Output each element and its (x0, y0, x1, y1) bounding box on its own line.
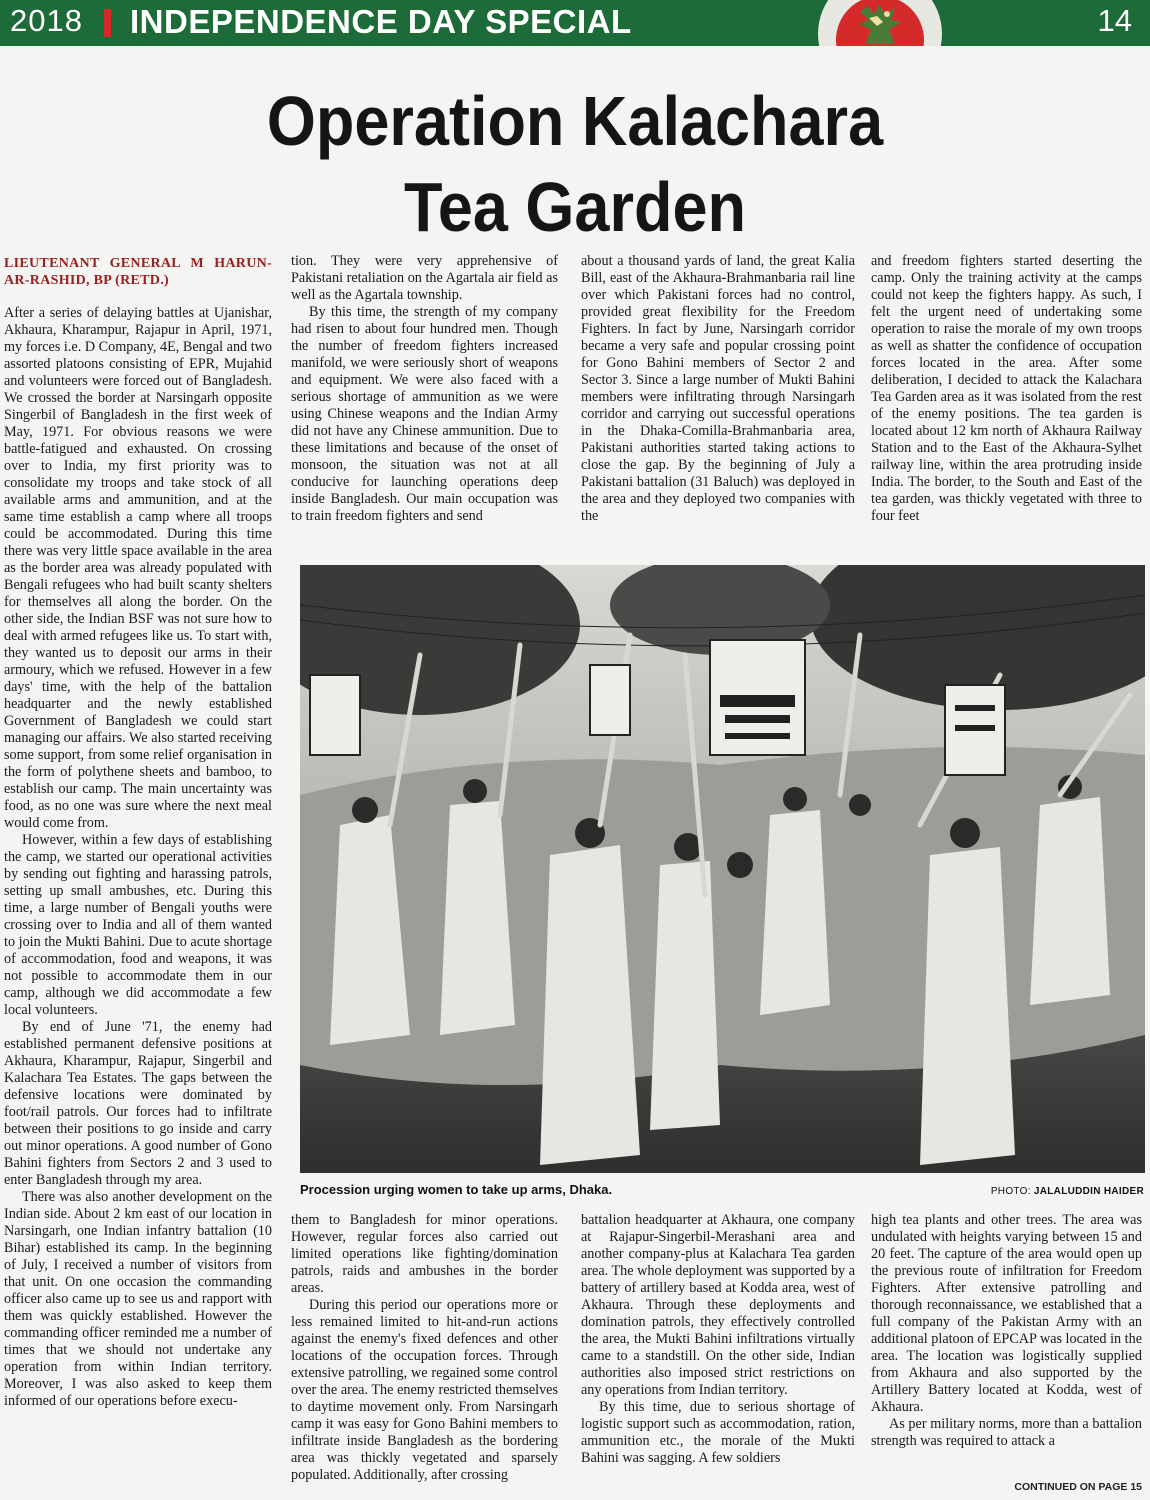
paragraph: about a thousand yards of land, the great Kalia Bill, east of the Akhaura-Brahmanbaria rail line over which Pakistani forces had no control, provided great flexibility for the Freedom Fighters. In fact by June, Narsingarh corridor became a very safe and popular crossing point for Gono Bahini members of Sector 2 and Sector 3. Since a large number of Mukti Bahini members were infiltrating through Narsingarh corridor and carrying out successful operations in the Dhaka-Comilla-Brahmanbaria area, Pakistani authorities started taking actions to close the gap. By the beginning of July a Pakistani battalion (31 Baluch) was deployed in the area and they deployed two companies with the (581, 253, 855, 524)
article-column-3-top (581, 253, 855, 525)
paragraph: As per military norms, more than a battalion strength was required to attack a (871, 1416, 1142, 1449)
photo-caption: Procession urging women to take up arms, Dhaka. (300, 1182, 613, 1197)
paragraph: There was also another development on the Indian side. About 2 km east of our location in Narsingarh, one Indian infantry battalion (10 Bihar) established its camp. In the beginning of July, I received a number of visitors from that unit. On one occasion the commanding officer also came up to see us and rapport with them was quickly established. However the commanding officer reminded me a number of times that we should not undertake any operation from within Indian territory. Moreover, I was also asked to keep them informed of our operations before execu- (4, 1189, 272, 1409)
article-column-4-top (871, 253, 1142, 525)
article-column-2-top (291, 253, 558, 525)
article-column-3-bottom (581, 1212, 855, 1467)
paragraph: and freedom fighters started deserting the camp. Only the training activity at the camps could not keep the fighters happy. As such, I felt the urgent need of undertaking some operation to raise the morale of my own troops as well as shatter the confidence of occupation forces located in the area. After some deliberation, I decided to attack the Kalachara Tea Garden area as it was isolated from the rest of the enemy positions. The tea garden is located about 12 km north of Akhaura Railway Station and to the East of the Akhaura-Sylhet railway line, within the area protruding inside India. The border, to the South and East of the tea garden, was thickly vegetated with three to four feet (871, 253, 1142, 524)
article-headline (58, 78, 1093, 250)
issue-year: 2018 (10, 3, 83, 38)
article-column-1 (4, 255, 272, 1410)
paragraph: After a series of delaying battles at Ujanishar, Akhaura, Kharampur, Rajapur in April, 1971, my forces i.e. D Company, 4E, Bengal and two assorted platoons consisting of EPR, Mujahid and volunteers were forced out of Bangladesh. We crossed the border at Narsingarh opposite Singerbil of Bangladesh in the first week of May, 1971. For obvious reasons we were battle-fatigued and exhausted. On crossing over to India, my first priority was to consolidate my troops and take stock of all available arms and ammunition, and at the same time establish a camp where all troops could be accommodated. During this time there was very little space available in the area as the border area was already populated with Bengali refugees who had built scanty shelters for themselves all along the border. On the other side, the Indian BSF was not sure how to deal with armed refugees like us. To start with, they wanted us to deposit our arms in their armoury, which we refused. However in a few days' time, with the help of the battalion headquarter and the newly established Government of Bangladesh we could start managing our affairs. We also started receiving some support, from some relief organisation in the form of polythene sheets and bamboo, to establish our camp. The main uncertainty was food, as no one was sure where the next meal would come from. (4, 305, 272, 831)
procession-photo (300, 565, 1145, 1173)
section-title: INDEPENDENCE DAY SPECIAL (130, 3, 632, 40)
headline-line-2: Tea Garden (404, 168, 746, 246)
photo-credit-name: JALALUDDIN HAIDER (1033, 1186, 1144, 1197)
section-header-band (0, 0, 1150, 46)
article-column-4-bottom (871, 1212, 1142, 1450)
paragraph: However, within a few days of establishing the camp, we started our operational activities by sending out fighting and harassing patrols, setting up small ambushes, etc. During this time, a large number of Bengali youths were crossing over to India and all of them wanted to join the Mukti Bahini. Due to acute shortage of accommodation, food and weapons, it was not possible to accommodate them in our camp, although we did accommodate a few local volunteers. (4, 832, 272, 1018)
paragraph: battalion headquarter at Akhaura, one company at Rajapur-Singerbil-Merashani area and another company-plus at Kalachara Tea garden area. The whole deployment was supported by a battery of artillery based at Kodda area, west of Akhaura. Through these deployments and domination patrols, they effectively controlled the area, the Mukti Bahini infiltrations virtually came to a standstill. On the other side, Indian authorities also imposed strict restrictions on any operations from Indian territory. (581, 1212, 855, 1398)
paragraph: high tea plants and other trees. The area was undulated with heights varying between 15 and 20 feet. The capture of the area would open up the previous route of infiltration for Freedom Fighters. After extensive patrolling and thorough reconnaissance, we established that a full company of the Pakistan Army with an additional platoon of EPCAP was located in the area. The location was logistically supplied from Akhaura and also supported by the Artillery Battery located at Kodda, west of Akhaura. (871, 1212, 1142, 1415)
paragraph: tion. They were very apprehensive of Pakistani retaliation on the Agartala air field as well as the Agartala township. (291, 253, 558, 303)
paragraph: By end of June '71, the enemy had established permanent defensive positions at Akhaura, Kharampur, Rajapur, Singerbil and Kalachara Tea Estates. The gaps between the defensive locations were dominated by foot/rail patrols. Our forces had to infiltrate between their positions to go inside and carry out minor operations. A good number of Gono Bahini fighters from Sectors 2 and 3 used to enter Bangladesh through my area. (4, 1019, 272, 1188)
paragraph: them to Bangladesh for minor operations. However, regular forces also carried out limited operations like fighting/domination patrols, raids and ambushes in the border areas. (291, 1212, 558, 1296)
paragraph: By this time, due to serious shortage of logistic support such as accommodation, ration, ammunition etc., the morale of the Mukti Bahini was sagging. A few soldiers (581, 1399, 855, 1466)
article-column-2-bottom (291, 1212, 558, 1484)
continued-on-page-link[interactable]: CONTINUED ON PAGE 15 (1014, 1481, 1142, 1493)
photo-credit (991, 1186, 1144, 1197)
bangladesh-flag-emblem (805, 0, 955, 46)
page-number: 14 (1097, 3, 1132, 38)
author-byline: LIEUTENANT GENERAL M HARUN-AR-RASHID, BP (RETD.) (4, 256, 272, 288)
paragraph: By this time, the strength of my company had risen to about four hundred men. Though the number of freedom fighters increased manifold, we were seriously short of weapons and equipment. We were also faced with a serious shortage of ammunition as we were using Chinese weapons and the Indian Army did not have any Chinese ammunition. Due to these limitations and because of the onset of monsoon, the situation was not at all conducive for launching operations deep inside Bangladesh. Our main occupation was to train freedom fighters and send (291, 304, 558, 524)
headline-line-1: Operation Kalachara (266, 82, 884, 160)
header-divider-bar (104, 9, 111, 37)
paragraph: During this period our operations more or less remained limited to hit-and-run actions against the enemy's fixed defences and other locations of the occupation forces. Through extensive patrolling, we regained some control over the area. The enemy restricted themselves to daytime movement only. From Narsingarh camp it was easy for Gono Bahini members to infiltrate inside Bangladesh as the bordering area was thickly vegetated and sparsely populated. Additionally, after crossing (291, 1297, 558, 1483)
photo-credit-label: PHOTO: (990, 1186, 1031, 1197)
